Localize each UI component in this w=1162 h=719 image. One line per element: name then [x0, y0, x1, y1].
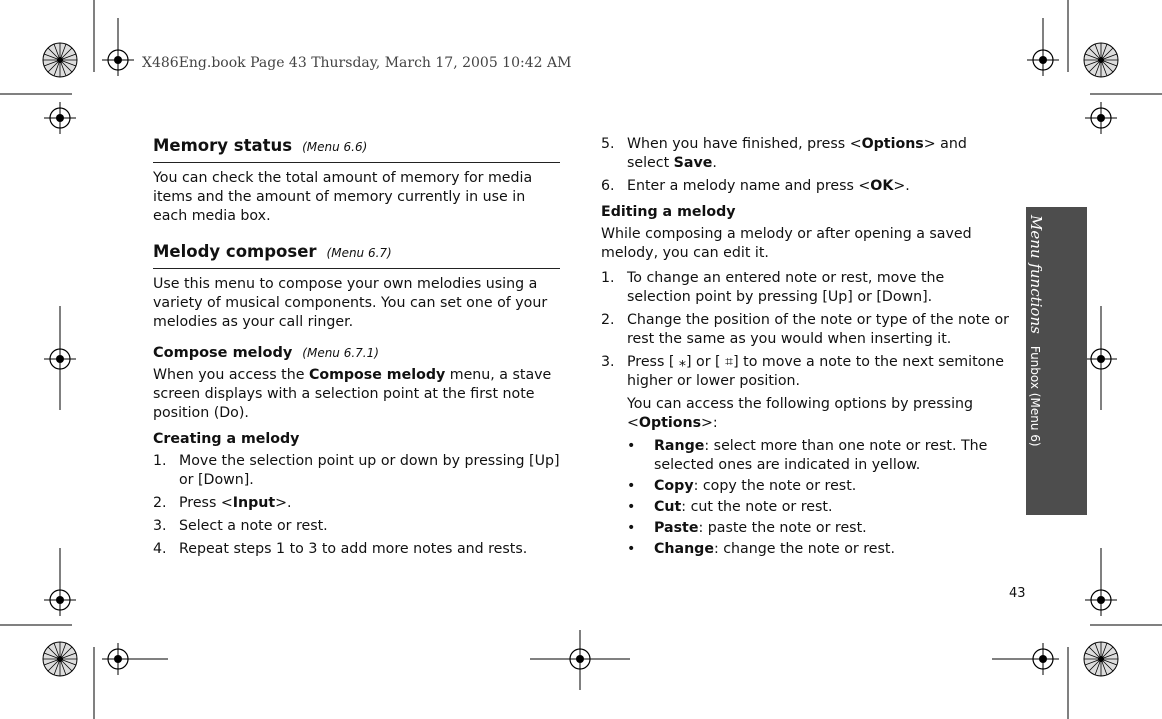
- right-column: [601, 135, 1011, 561]
- list-item: 6. Enter a melody name and press <OK>.: [601, 178, 910, 194]
- list-item: 3. Press [ ⁎] or [ ⌗] to move a note to the next semitone higher or lower position.: [601, 354, 1005, 389]
- list-item: 1. Move the selection point up or down by pressing [Up] or [Down].: [153, 453, 560, 488]
- editing-melody-heading: Editing a melody: [601, 204, 736, 220]
- memory-status-body: You can check the total amount of memory for media items and the amount of memory currently in use in each media box.: [153, 170, 533, 224]
- creating-melody-heading: Creating a melody: [153, 431, 300, 447]
- memory-status-heading: [153, 136, 560, 163]
- section-title: Memory status: [153, 136, 293, 155]
- list-item: • Paste: paste the note or rest.: [627, 520, 867, 536]
- finish-steps: [601, 135, 1011, 196]
- side-tab-title: Menu functions: [1027, 215, 1045, 334]
- options-intro: You can access the following options by pressing <Options>:: [627, 396, 974, 431]
- list-item: • Range: select more than one note or rest. The selected ones are indicated in yellow.: [627, 438, 988, 473]
- side-tab-label: [1027, 215, 1046, 447]
- menu-ref: (Menu 6.7.1): [302, 346, 379, 360]
- list-item: • Change: change the note or rest.: [627, 541, 895, 557]
- list-item: 2. Press <Input>.: [153, 495, 292, 511]
- compose-melody-heading: [153, 344, 560, 363]
- page-number: 43: [1009, 586, 1026, 601]
- list-item: • Copy: copy the note or rest.: [627, 478, 857, 494]
- options-list: [601, 437, 1011, 559]
- menu-ref: (Menu 6.6): [302, 140, 368, 154]
- melody-composer-heading: [153, 242, 560, 269]
- melody-composer-body: Use this menu to compose your own melodies using a variety of musical components. You can set one of your melodies as your call ringer.: [153, 276, 548, 330]
- list-item: 1. To change an entered note or rest, move the selection point by pressing [Up] or [Down].: [601, 270, 945, 305]
- list-item: • Cut: cut the note or rest.: [627, 499, 833, 515]
- chapter-side-tab: [1026, 207, 1087, 515]
- section-title: Melody composer: [153, 242, 317, 261]
- list-item: 5. When you have finished, press <Options> and select Save.: [601, 136, 967, 171]
- list-item: 2. Change the position of the note or type of the note or rest the same as you would when inserting it.: [601, 312, 1009, 347]
- editing-melody-body: While composing a melody or after opening a saved melody, you can edit it.: [601, 226, 972, 261]
- compose-melody-body: When you access the Compose melody menu, a stave screen displays with a selection point at the first note position (Do).: [153, 367, 552, 421]
- creating-steps: [153, 452, 560, 559]
- subsection-title: Compose melody: [153, 345, 293, 361]
- left-column: [153, 136, 560, 563]
- side-tab-subtitle: Funbox (Menu 6): [1028, 345, 1042, 447]
- list-item: 3. Select a note or rest.: [153, 518, 328, 534]
- print-header: X486Eng.book Page 43 Thursday, March 17, 2005 10:42 AM: [142, 55, 572, 71]
- editing-steps: [601, 269, 1011, 391]
- menu-ref: (Menu 6.7): [326, 246, 392, 260]
- list-item: 4. Repeat steps 1 to 3 to add more notes and rests.: [153, 541, 528, 557]
